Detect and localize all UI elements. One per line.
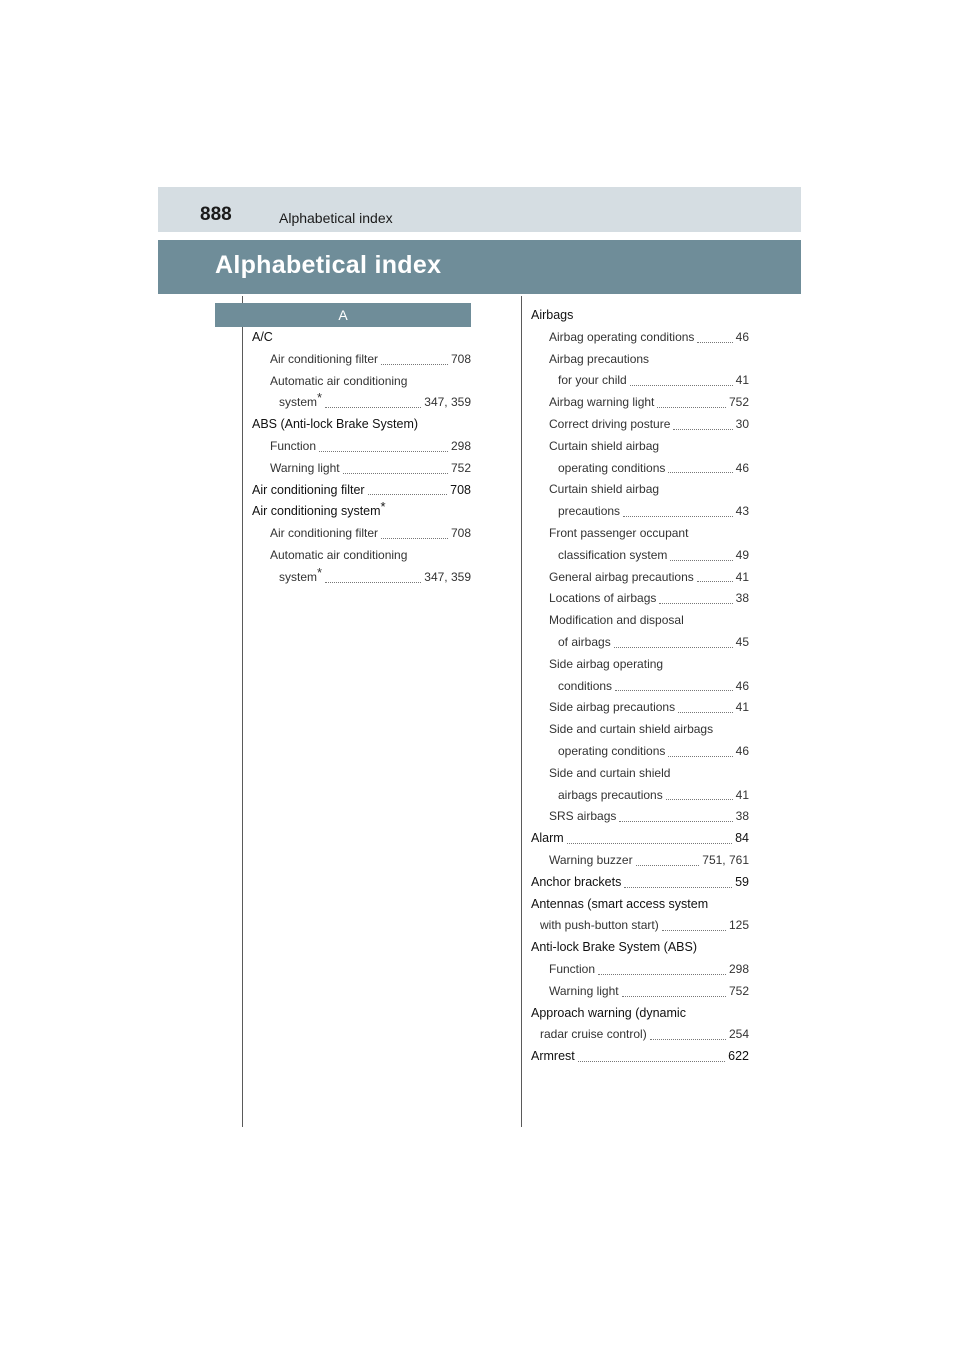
index-entry-text: Modification and disposal xyxy=(549,613,684,628)
index-entry xyxy=(531,327,749,349)
index-entry-text: Function xyxy=(549,961,596,976)
index-entry xyxy=(531,349,749,371)
index-entry xyxy=(531,719,749,741)
section-letter-heading: A xyxy=(215,303,471,327)
index-entry-page: 752 xyxy=(728,395,749,410)
footnote-star: * xyxy=(380,499,386,515)
index-entry-text: Function xyxy=(270,438,317,453)
left-column-rule xyxy=(242,296,243,1127)
index-entry-text: Curtain shield airbag xyxy=(549,482,660,497)
index-entry-page: 298 xyxy=(728,961,749,976)
index-entry-text: SRS airbags xyxy=(549,809,617,824)
index-entry-text: Air conditioning system* xyxy=(252,499,386,519)
index-entry xyxy=(531,785,749,807)
index-entry xyxy=(531,414,749,436)
index-entry-text: Airbag operating conditions xyxy=(549,329,695,344)
index-entry xyxy=(252,371,471,393)
index-entry-text: Airbag precautions xyxy=(549,351,650,366)
footnote-star: * xyxy=(317,390,323,406)
index-entry xyxy=(531,1046,749,1068)
index-entry-page: 298 xyxy=(450,438,471,453)
dot-leader xyxy=(623,516,733,517)
dot-leader xyxy=(343,473,448,474)
index-entry-text: Warning light xyxy=(270,460,340,475)
index-entry-text: airbags precautions xyxy=(558,787,663,802)
page-title: Alphabetical index xyxy=(215,251,442,279)
index-entry xyxy=(252,349,471,371)
index-entry xyxy=(531,523,749,545)
index-entry xyxy=(531,392,749,414)
dot-leader xyxy=(659,603,732,604)
index-entry-text: of airbags xyxy=(558,634,611,649)
index-entry-text: Side and curtain shield xyxy=(549,765,671,780)
index-entry-page: 708 xyxy=(450,526,471,541)
index-entry-text: with push-button start) xyxy=(540,918,659,933)
dot-leader xyxy=(325,582,421,583)
index-entry-text: Approach warning (dynamic xyxy=(531,1005,686,1020)
index-entry-page: 752 xyxy=(728,983,749,998)
index-entry-text: ABS (Anti-lock Brake System) xyxy=(252,417,419,432)
index-entry-text: Side airbag precautions xyxy=(549,700,676,715)
index-entry xyxy=(531,937,749,959)
index-entry xyxy=(252,436,471,458)
header-band xyxy=(158,187,801,232)
right-column-rule xyxy=(521,296,522,1127)
index-entry-page: 751, 761 xyxy=(702,852,749,867)
index-left-column xyxy=(252,327,471,589)
index-entry-page: 41 xyxy=(735,569,749,584)
index-entry-text: operating conditions xyxy=(558,743,666,758)
index-entry-text: Airbags xyxy=(531,308,574,322)
dot-leader xyxy=(578,1061,725,1062)
index-entry-text: Airbag warning light xyxy=(549,395,655,410)
index-entry-page: 46 xyxy=(735,743,749,758)
index-entry xyxy=(252,414,471,436)
index-entry-page: 254 xyxy=(728,1027,749,1042)
index-entry xyxy=(531,872,749,894)
dot-leader xyxy=(657,407,726,408)
index-entry-page: 347, 359 xyxy=(424,569,471,584)
dot-leader xyxy=(381,364,448,365)
dot-leader xyxy=(567,843,732,844)
dot-leader xyxy=(614,647,733,648)
dot-leader xyxy=(381,538,448,539)
index-entry xyxy=(531,806,749,828)
dot-leader xyxy=(615,690,733,691)
dot-leader xyxy=(622,996,726,997)
index-entry-text: Side airbag operating xyxy=(549,656,664,671)
index-entry xyxy=(531,567,749,589)
index-entry xyxy=(252,523,471,545)
dot-leader xyxy=(668,472,732,473)
dot-leader xyxy=(673,429,732,430)
index-entry-text: Correct driving posture xyxy=(549,416,671,431)
dot-leader xyxy=(678,712,733,713)
index-entry xyxy=(531,458,749,480)
index-entry-page: 708 xyxy=(450,351,471,366)
dot-leader xyxy=(598,974,726,975)
index-entry-text: Air conditioning filter xyxy=(252,482,365,497)
index-entry xyxy=(531,436,749,458)
index-entry-page: 84 xyxy=(735,831,749,846)
index-entry-text: Warning light xyxy=(549,983,619,998)
index-entry-text: classification system xyxy=(558,547,668,562)
index-entry-page: 30 xyxy=(735,416,749,431)
dot-leader xyxy=(666,799,733,800)
dot-leader xyxy=(630,385,733,386)
index-entry xyxy=(531,763,749,785)
index-entry-text: Armrest xyxy=(531,1049,575,1064)
index-entry xyxy=(531,370,749,392)
index-entry-text: Curtain shield airbag xyxy=(549,438,660,453)
index-entry-text: Alarm xyxy=(531,831,564,846)
dot-leader xyxy=(619,821,732,822)
index-entry xyxy=(531,894,749,916)
index-entry-page: 45 xyxy=(735,634,749,649)
dot-leader xyxy=(662,930,726,931)
index-entry-page: 49 xyxy=(735,547,749,562)
footnote-star: * xyxy=(317,564,323,580)
dot-leader xyxy=(368,494,448,495)
index-entry xyxy=(252,545,471,567)
index-entry-page: 41 xyxy=(735,787,749,802)
index-right-column xyxy=(531,305,749,1068)
index-entry-page: 752 xyxy=(450,460,471,475)
index-entry-page: 347, 359 xyxy=(424,395,471,410)
index-entry-page: 41 xyxy=(735,373,749,388)
index-entry-page: 41 xyxy=(735,700,749,715)
dot-leader xyxy=(697,581,733,582)
dot-leader xyxy=(650,1039,726,1040)
index-entry xyxy=(531,545,749,567)
index-entry-page: 125 xyxy=(728,918,749,933)
index-entry xyxy=(531,676,749,698)
index-entry-text: Automatic air conditioning xyxy=(270,547,408,562)
index-entry xyxy=(531,501,749,523)
index-entry xyxy=(252,458,471,480)
index-entry xyxy=(531,479,749,501)
index-entry xyxy=(531,654,749,676)
index-entry-text: for your child xyxy=(558,373,627,388)
index-entry-text: Automatic air conditioning xyxy=(270,373,408,388)
index-entry-page: 38 xyxy=(735,591,749,606)
index-entry xyxy=(252,327,471,349)
page-number: 888 xyxy=(200,204,232,225)
dot-leader xyxy=(636,865,700,866)
index-entry xyxy=(531,1024,749,1046)
index-entry xyxy=(531,741,749,763)
index-entry-text: system* xyxy=(279,390,323,410)
dot-leader xyxy=(319,451,448,452)
index-entry xyxy=(531,959,749,981)
index-entry-text: Air conditioning filter xyxy=(270,526,379,541)
index-entry xyxy=(531,1003,749,1025)
index-entry xyxy=(252,501,471,523)
index-entry-text: Warning buzzer xyxy=(549,852,633,867)
index-entry-page: 46 xyxy=(735,329,749,344)
dot-leader xyxy=(697,342,732,343)
index-entry xyxy=(531,610,749,632)
index-entry-text: Anchor brackets xyxy=(531,874,622,889)
running-title: Alphabetical index xyxy=(279,210,393,226)
index-entry-text: radar cruise control) xyxy=(540,1027,647,1042)
index-entry xyxy=(252,392,471,414)
dot-leader xyxy=(624,887,732,888)
index-entry-text: Side and curtain shield airbags xyxy=(549,722,714,737)
dot-leader xyxy=(668,756,732,757)
index-entry-text: General airbag precautions xyxy=(549,569,694,584)
index-entry-text: Front passenger occupant xyxy=(549,525,689,540)
index-entry xyxy=(531,305,749,327)
index-entry xyxy=(531,828,749,850)
index-entry-text: conditions xyxy=(558,678,613,693)
index-entry xyxy=(531,981,749,1003)
index-entry-page: 43 xyxy=(735,504,749,519)
index-entry xyxy=(252,564,471,589)
index-entry-page: 59 xyxy=(735,874,749,889)
index-entry-text: Locations of airbags xyxy=(549,591,657,606)
index-entry xyxy=(531,588,749,610)
index-entry xyxy=(531,697,749,719)
index-entry xyxy=(531,915,749,937)
index-entry-text: system* xyxy=(279,564,323,584)
index-entry-text: A/C xyxy=(252,330,273,344)
index-entry-text: operating conditions xyxy=(558,460,666,475)
index-entry-page: 46 xyxy=(735,678,749,693)
index-entry-page: 46 xyxy=(735,460,749,475)
index-entry-text: Air conditioning filter xyxy=(270,351,379,366)
index-entry-page: 622 xyxy=(728,1049,749,1064)
dot-leader xyxy=(670,560,732,561)
index-entry xyxy=(531,850,749,872)
index-entry xyxy=(531,632,749,654)
index-entry-text: precautions xyxy=(558,504,621,519)
index-entry-text: Antennas (smart access system xyxy=(531,896,709,911)
index-entry-page: 38 xyxy=(735,809,749,824)
index-entry-page: 708 xyxy=(450,482,471,497)
dot-leader xyxy=(325,407,421,408)
index-entry-text: Anti-lock Brake System (ABS) xyxy=(531,940,698,955)
index-entry xyxy=(252,480,471,502)
